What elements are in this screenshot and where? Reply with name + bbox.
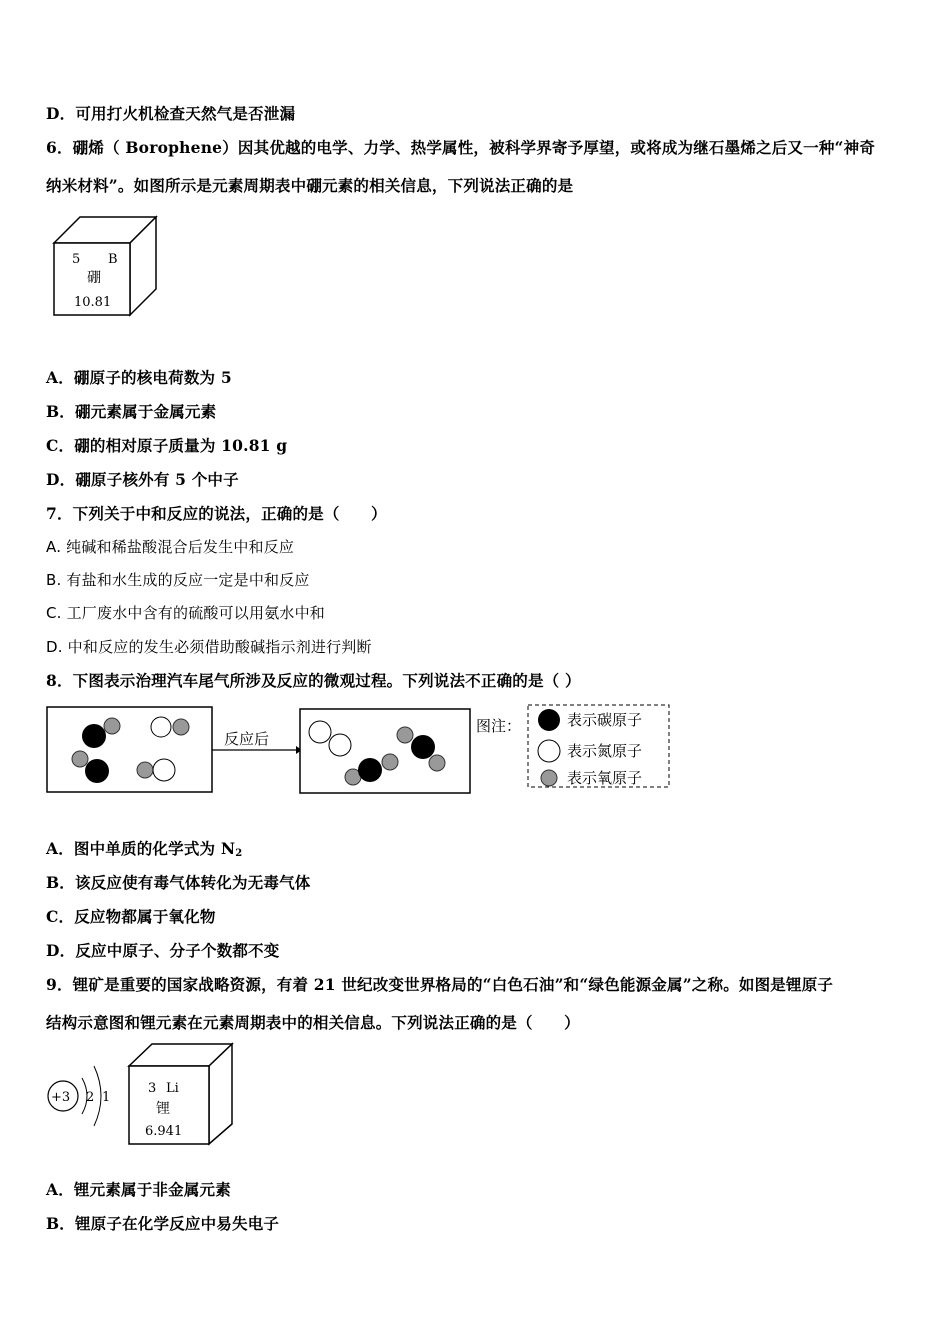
legend-title: 图注： <box>476 717 522 735</box>
lithium-name: 锂 <box>156 1101 170 1117</box>
q9-stem-line2: 结构示意图和锂元素在元素周期表中的相关信息。下列说法正确的是（ ） <box>46 1013 580 1032</box>
lithium-shell-2: 1 <box>102 1090 111 1105</box>
q7-stem: 7．下列关于中和反应的说法，正确的是（ ） <box>46 504 387 523</box>
legend-nitrogen: 表示氮原子 <box>567 742 643 760</box>
lithium-mass: 6.941 <box>145 1124 183 1139</box>
q7-option-b: B. 有盐和水生成的反应一定是中和反应 <box>46 571 310 589</box>
lithium-symbol: Li <box>166 1081 179 1096</box>
lithium-shell-1: 2 <box>86 1090 95 1105</box>
lithium-nucleus: +3 <box>51 1090 71 1105</box>
q9-option-a: A．锂元素属于非金属元素 <box>46 1180 231 1199</box>
q6-stem-line2: 纳米材料”。如图所示是元素周期表中硼元素的相关信息，下列说法正确的是 <box>46 176 574 195</box>
q6-option-d: D．硼原子核外有 5 个中子 <box>46 470 239 489</box>
boron-mass: 10.81 <box>74 295 112 310</box>
q8-option-b: B．该反应使有毒气体转化为无毒气体 <box>46 873 311 892</box>
q8-stem: 8．下图表示治理汽车尾气所涉及反应的微观过程。下列说法不正确的是（ ） <box>46 671 581 690</box>
legend-carbon: 表示碳原子 <box>567 711 643 729</box>
boron-name: 硼 <box>87 270 101 286</box>
q8-option-a: A．图中单质的化学式为 $N_2$ <box>46 839 243 859</box>
legend-oxygen: 表示氧原子 <box>567 769 643 787</box>
reaction-diagram <box>44 703 674 799</box>
after-box <box>300 709 470 793</box>
q9-stem-line1: 9．锂矿是重要的国家战略资源，有着 21 世纪改变世界格局的“白色石油”和“绿色能源金属”之称。如图是锂原子 <box>46 975 834 994</box>
arrow-label: 反应后 <box>224 730 270 748</box>
q7-option-d: D. 中和反应的发生必须借助酸碱指示剂进行判断 <box>46 638 372 656</box>
lithium-figure <box>44 1040 244 1150</box>
q7-option-c: C. 工厂废水中含有的硫酸可以用氨水中和 <box>46 604 326 622</box>
q6-option-b: B．硼元素属于金属元素 <box>46 402 217 421</box>
q8-option-d: D．反应中原子、分子个数都不变 <box>46 941 280 960</box>
boron-number: 5 <box>72 252 81 267</box>
q7-option-a: A. 纯碱和稀盐酸混合后发生中和反应 <box>46 538 295 556</box>
boron-symbol: B <box>108 252 118 267</box>
before-box <box>47 707 212 792</box>
q6-option-c: C．硼的相对原子质量为 10.81 g <box>46 436 288 455</box>
lithium-number: 3 <box>148 1081 157 1096</box>
q8-option-c: C．反应物都属于氧化物 <box>46 907 216 926</box>
q6-option-a: A．硼原子的核电荷数为 5 <box>46 368 232 387</box>
q9-option-b: B．锂原子在化学反应中易失电子 <box>46 1214 280 1233</box>
q6-stem-line1: 6．硼烯（ Borophene）因其优越的电学、力学、热学属性，被科学界寄予厚望，或将成为继石墨烯之后又一种“神奇 <box>46 138 876 157</box>
boron-element-card <box>50 213 162 319</box>
q5-option-d: D．可用打火机检查天然气是否泄漏 <box>46 104 296 123</box>
